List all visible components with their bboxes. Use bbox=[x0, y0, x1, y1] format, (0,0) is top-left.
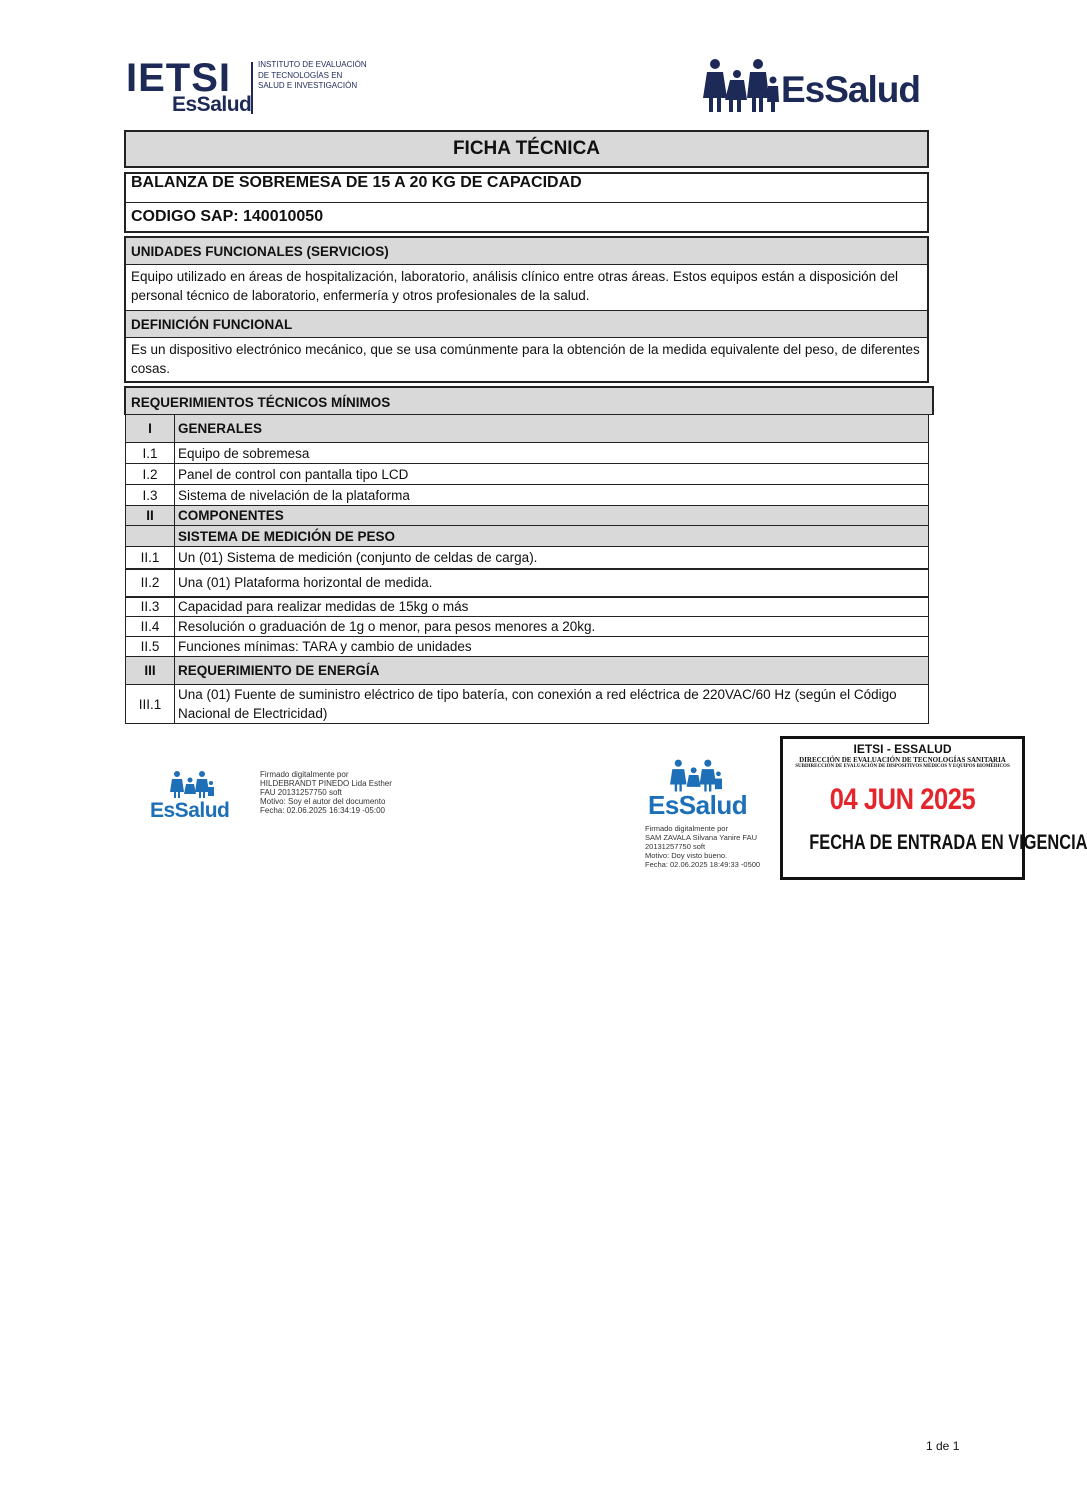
table-row bbox=[126, 617, 929, 637]
essalud-family-icon bbox=[703, 58, 779, 114]
signature-2-text: Firmado digitalmente por SAM ZAVALA Silvana Yanire FAU 20131257750 soft Motivo: Doy visto bueno. Fecha: 02.06.2025 18:49:33 -0500 bbox=[645, 824, 761, 869]
requirements-heading: REQUERIMIENTOS TÉCNICOS MÍNIMOS bbox=[124, 386, 934, 415]
ietsi-logo-divider bbox=[251, 62, 253, 114]
req-text: Un (01) Sistema de medición (conjunto de celdas de carga). bbox=[175, 547, 929, 569]
req-text: Una (01) Plataforma horizontal de medida. bbox=[175, 569, 929, 597]
req-text: COMPONENTES bbox=[175, 506, 929, 526]
table-row bbox=[126, 547, 929, 569]
req-num: I.2 bbox=[126, 464, 175, 485]
req-text: Una (01) Fuente de suministro eléctrico de tipo batería, con conexión a red eléctrica de 220VAC/60 Hz (según el Código Nacional de Electricidad) bbox=[175, 685, 929, 724]
essalud-logo-word: EsSalud bbox=[781, 69, 920, 110]
table-row bbox=[126, 464, 929, 485]
functional-section bbox=[124, 236, 929, 383]
definition-heading: DEFINICIÓN FUNCIONAL bbox=[126, 311, 927, 338]
req-num: II.4 bbox=[126, 617, 175, 637]
req-text: Equipo de sobremesa bbox=[175, 443, 929, 464]
table-row bbox=[126, 443, 929, 464]
req-num: II.2 bbox=[126, 569, 175, 597]
ietsi-logo-word: IETSI bbox=[126, 56, 232, 100]
req-num: III bbox=[126, 657, 175, 685]
table-row bbox=[126, 526, 929, 547]
ietsi-logo-sub: EsSalud bbox=[172, 93, 252, 116]
stamp-direction: DIRECCIÓN DE EVALUACIÓN DE TECNOLOGÍAS SANITARIA bbox=[799, 756, 1006, 764]
signature-1-logo-word: EsSalud bbox=[150, 799, 230, 822]
req-text: REQUERIMIENTO DE ENERGÍA bbox=[175, 657, 929, 685]
req-num: II.5 bbox=[126, 637, 175, 657]
signature-2-logo-word: EsSalud bbox=[648, 790, 748, 820]
signature-1-text: Firmado digitalmente por HILDEBRANDT PINEDO Lida Esther FAU 20131257750 soft Motivo: Soy el autor del documento Fecha: 02.06.2025 16:34:19 -05:00 bbox=[260, 770, 392, 815]
req-text: Capacidad para realizar medidas de 15kg o más bbox=[175, 597, 929, 617]
req-num: I.3 bbox=[126, 485, 175, 506]
req-num: III.1 bbox=[126, 685, 175, 724]
item-name: BALANZA DE SOBREMESA DE 15 A 20 KG DE CAPACIDAD bbox=[131, 174, 582, 191]
req-text: SISTEMA DE MEDICIÓN DE PESO bbox=[175, 526, 929, 547]
stamp-subdirection: SUBDIRECCIÓN DE EVALUACIÓN DE DISPOSITIVOS MÉDICOS Y EQUIPOS BIOMÉDICOS bbox=[795, 764, 1010, 769]
req-text: Panel de control con pantalla tipo LCD bbox=[175, 464, 929, 485]
table-row bbox=[126, 506, 929, 526]
units-text: Equipo utilizado en áreas de hospitalización, laboratorio, análisis clínico entre otras áreas. Estos equipos están a disposición del personal técnico de laboratorio, enfermería y otros profesionales de la salud. bbox=[126, 265, 927, 311]
document-title: FICHA TÉCNICA bbox=[124, 130, 929, 168]
item-identification bbox=[124, 172, 929, 233]
req-num: I.1 bbox=[126, 443, 175, 464]
stamp-title: IETSI - ESSALUD bbox=[853, 742, 952, 756]
req-num: II.3 bbox=[126, 597, 175, 617]
req-text: Resolución o graduación de 1g o menor, para pesos menores a 20kg. bbox=[175, 617, 929, 637]
table-row bbox=[126, 637, 929, 657]
req-text: Sistema de nivelación de la plataforma bbox=[175, 485, 929, 506]
essalud-family-icon bbox=[670, 758, 722, 792]
req-text: GENERALES bbox=[175, 415, 929, 443]
table-row bbox=[126, 657, 929, 685]
ietsi-logo-institute: INSTITUTO DE EVALUACIÓN DE TECNOLOGÍAS EN SALUD E INVESTIGACIÓN bbox=[258, 60, 367, 90]
req-num: II.1 bbox=[126, 547, 175, 569]
table-row bbox=[126, 597, 929, 617]
sap-code: CODIGO SAP: 140010050 bbox=[126, 202, 927, 231]
requirements-table bbox=[125, 414, 929, 724]
stamp-date: 04 JUN 2025 bbox=[829, 783, 976, 816]
essalud-family-icon bbox=[170, 770, 214, 798]
validity-stamp bbox=[780, 736, 1087, 880]
req-num: II bbox=[126, 506, 175, 526]
units-heading: UNIDADES FUNCIONALES (SERVICIOS) bbox=[126, 238, 927, 265]
essalud-logo bbox=[703, 58, 933, 114]
table-row bbox=[126, 569, 929, 597]
table-row bbox=[126, 415, 929, 443]
stamp-footer: FECHA DE ENTRADA EN VIGENCIA bbox=[809, 831, 1087, 854]
ietsi-logo bbox=[126, 58, 366, 118]
definition-text: Es un dispositivo electrónico mecánico, que se usa comúnmente para la obtención de la medida equivalente del peso, de diferentes cosas. bbox=[131, 342, 920, 376]
req-num bbox=[126, 526, 175, 547]
req-text: Funciones mínimas: TARA y cambio de unidades bbox=[175, 637, 929, 657]
table-row bbox=[126, 485, 929, 506]
req-num: I bbox=[126, 415, 175, 443]
table-row bbox=[126, 685, 929, 724]
page-number: 1 de 1 bbox=[926, 1439, 960, 1453]
